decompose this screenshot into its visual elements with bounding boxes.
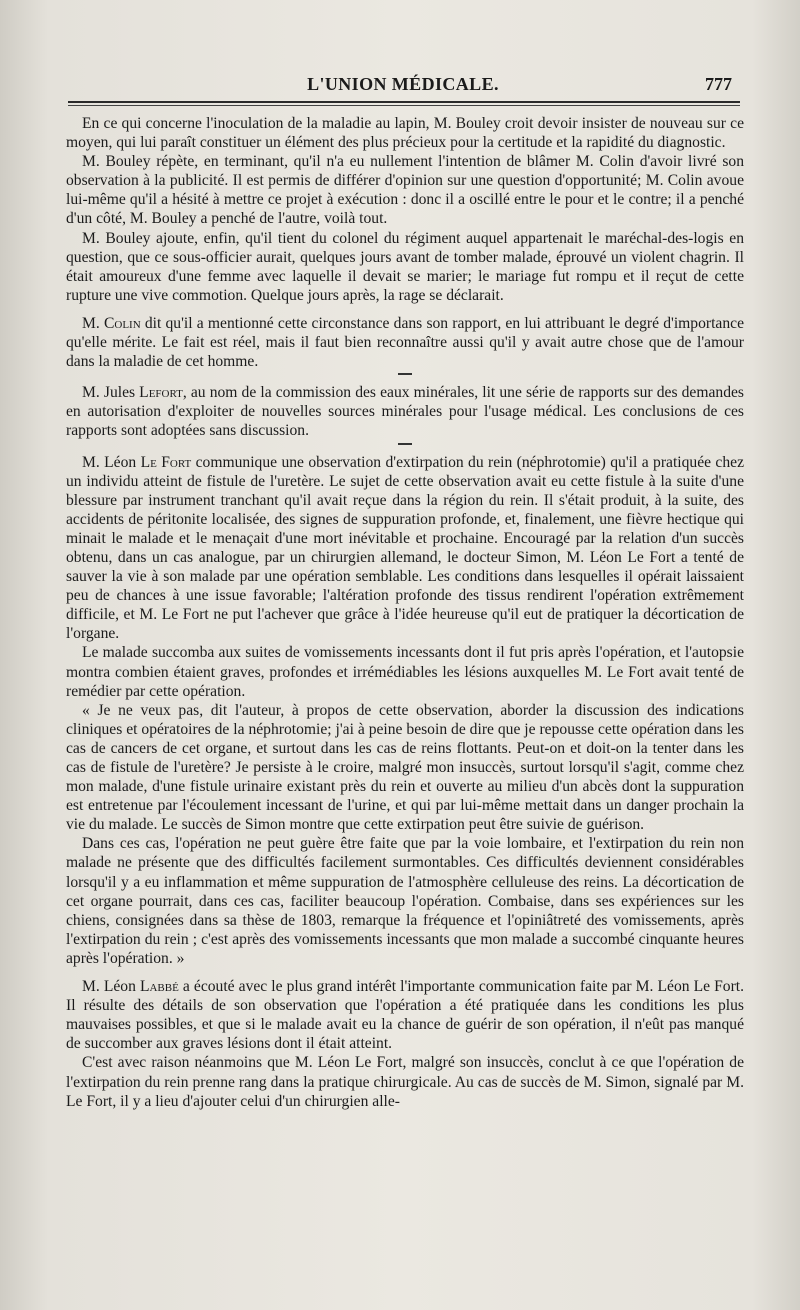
paragraph-inoculation: En ce qui concerne l'inoculation de la maladie au lapin, M. Bouley croit devoir insister de nouveau sur ce moyen, qui lui paraît constituer un élément des plus précieux pour la certitude et la rapidité du diagnostic.	[66, 115, 744, 152]
speaker-name: Labbé	[139, 978, 179, 996]
header-rule-thin	[68, 105, 740, 106]
paragraph-text: , au nom de la commission des eaux minérales, lit une série de rapports sur des demandes en autorisation d'exploiter de nouvelles sources minérales pour l'usage médical. Les conclusions de ces rapports sont adoptées sans discussion.	[66, 384, 744, 440]
paragraph-text: communique une observation d'extirpation du rein (néphrotomie) qu'il a pratiquée chez un individu atteint de fistule de l'uretère. Le sujet de cette observation avait eu cette fistule à la suite d'une blessure par instrument tranchant qu'il avait reçue dans la région du rein. Il s'était produit, à la suite, des accidents de péritonite localisée, des signes de suppuration profonde, et, finalement, une fièvre hectique qui minait le malade et le menaçait d'une mort inévitable et prochaine. Encouragé par la relation d'un succès obtenu, dans un cas analogue, par un chirurgien allemand, le docteur Simon, M. Léon Le Fort a tenté de sauver la vie à son malade par une opération semblable. Les conditions dans lesquelles il opérait laissaient peu de chances à une issue favorable; l'altération profonde des tissus rendirent l'opération extrêmement difficile, et M. Le Fort ne put l'achever que grâce à l'idée heureuse qu'il eut de pratiquer la décortication de l'organe.	[66, 453, 744, 643]
paragraph-conclusion: C'est avec raison néanmoins que M. Léon Le Fort, malgré son insuccès, conclut à ce que l'opération de l'extirpation du rein prenne rang dans la pratique chirurgicale. Au cas de succès de M. Simon, signalé par M. Le Fort, il y a lieu d'ajouter celui d'un chirurgien alle-	[66, 1054, 744, 1110]
running-title: L'UNION MÉDICALE.	[307, 74, 499, 94]
speaker-name: Lefort	[139, 384, 183, 402]
header-rule	[68, 101, 740, 103]
paragraph-colin	[66, 314, 744, 371]
speaker-prefix: M. Jules	[82, 384, 136, 402]
article-body	[66, 114, 744, 1111]
paragraph-bouley-repete: M. Bouley répète, en terminant, qu'il n'a eu nullement l'intention de blâmer M. Colin d'avoir livré son observation à la publicité. Il est permis de différer d'opinion sur une question d'opportunité; M. Colin avoue lui-même qu'il a hésité à mettre ce projet à exécution : donc il a oscillé entre le pour et le contre; il a penché d'un côté, M. Bouley a penché de l'autre, voilà tout.	[66, 153, 744, 228]
page-header	[68, 70, 738, 100]
speaker-name: Le Fort	[140, 453, 192, 471]
speaker-prefix: M. Léon	[82, 978, 136, 996]
page-number: 777	[705, 74, 732, 94]
paragraph-text: a écouté avec le plus grand intérêt l'importante communication faite par M. Léon Le Fort. Il résulte des détails de son observation que l'opération a été pratiquée dans les conditions les plus mauvaises possibles, et que si le malade avait eu la chance de guérir de son opération, il n'eût pas manqué de succomber aux graves lésions dont il était atteint.	[66, 978, 745, 1053]
paragraph-labbe	[66, 977, 744, 1053]
section-separator	[398, 373, 412, 381]
paragraph-malade-succomba: Le malade succomba aux suites de vomissements incessants dont il fut pris après l'opération, et l'autopsie montra combien étaient graves, profondes et irrémédiables les lésions auxquelles M. Le Fort avait tenté de remédier par cette opération.	[66, 644, 744, 700]
paragraph-lefort	[66, 383, 744, 440]
paragraph-voie-lombaire: Dans ces cas, l'opération ne peut guère être faite que par la voie lombaire, et l'extirpation du rein non malade ne présente que des difficultés facilement surmontables. Ces difficultés deviennent considérables lorsqu'il y a eu inflammation et même suppuration de l'atmosphère celluleuse des reins. La décortication de cet organe pourrait, dans ces cas, faciliter beaucoup l'opération. Combaise, dans ses expériences sur les chiens, consignées dans sa thèse de 1803, remarque la fréquence et l'opiniâtreté des vomissements, après l'extirpation du rein ; c'est après des vomissements incessants que mon malade a succombé cinquante heures après l'opération. »	[66, 835, 744, 967]
paragraph-quote-auteur: « Je ne veux pas, dit l'auteur, à propos de cette observation, aborder la discussion des indications cliniques et opératoires de la néphrotomie; j'ai à peine besoin de dire que je repousse cette opération dans les cas de cancers de cet organe, et surtout dans les cas de reins flottants. Peut-on et doit-on la tenter dans les cas de fistule de l'uretère? Je persiste à le croire, malgré mon insuccès, surtout lorsqu'il s'agit, comme chez mon malade, d'une fistule urinaire existant près du rein et ouverte au milieu d'un abcès dont la suppuration est entretenue par l'écoulement incessant de l'urine, et qui par lui-même mettait dans un danger prochain la vie du malade. Le succès de Simon montre que cette extirpation peut être suivie de guérison.	[66, 701, 744, 834]
speaker-name: Colin	[103, 314, 141, 332]
section-separator	[398, 443, 412, 451]
paragraph-le-fort	[66, 453, 744, 644]
paragraph-text: dit qu'il a mentionné cette circonstance dans son rapport, en lui attribuant le degré d'importance qu'elle mérite. Le fait est réel, mais il faut bien reconnaître aussi qu'il y avait autre chose que de l'amour dans la maladie de cet homme.	[66, 314, 744, 371]
speaker-prefix: M. Léon	[82, 453, 137, 471]
paragraph-bouley-ajoute: M. Bouley ajoute, enfin, qu'il tient du colonel du régiment auquel appartenait le maréchal-des-logis en question, que ce sous-officier aurait, quelques jours avant de tomber malade, éprouvé un violent chagrin. Il était amoureux d'une femme avec laquelle il devait se marier; le mariage fut rompu et il reçut de cette rupture une vive commotion. Quelque jours après, la rage se déclarait.	[66, 229, 744, 304]
speaker-prefix: M.	[82, 314, 100, 332]
